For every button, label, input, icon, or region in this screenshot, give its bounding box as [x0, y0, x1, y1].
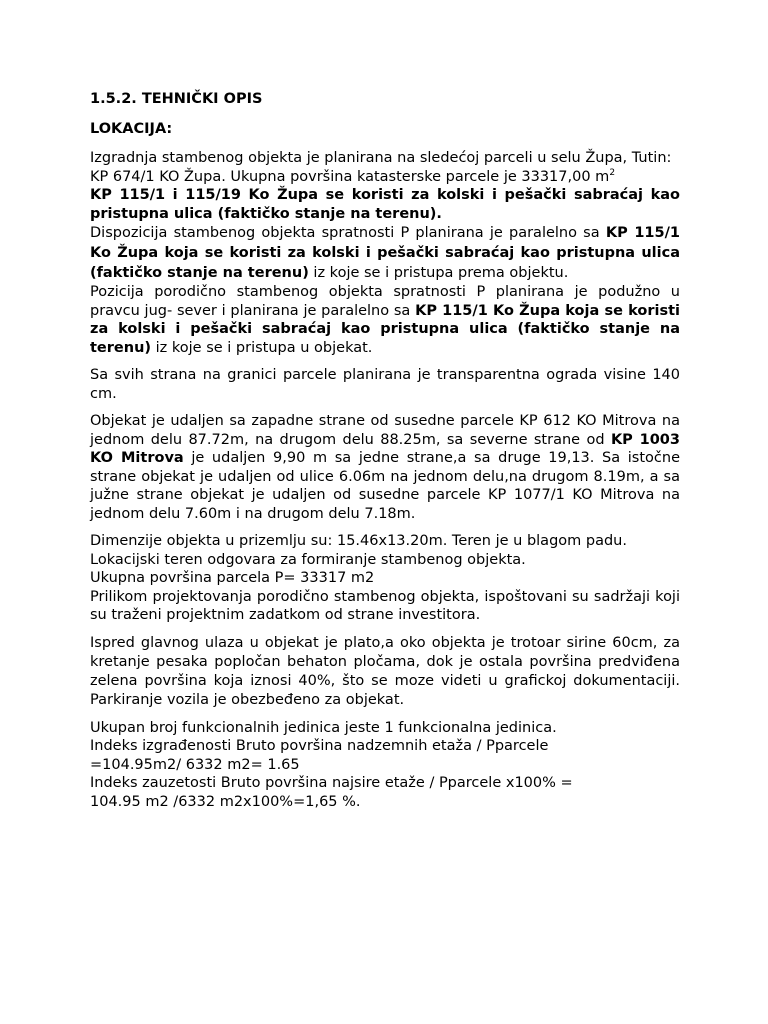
paragraph-position: Pozicija porodično stambenog objekta spratnosti P planirana je podužno u pravcu jug- sever i planirana je paralelno sa KP 115/1 Ko Župa koja se koristi za kolski i pešački sabraćaj kao pristupna ulica (faktičko stanje na terenu) iz koje se i pristupa u objekat. [90, 284, 680, 356]
paragraph-indices [90, 719, 680, 812]
location-subheading: LOKACIJA: [90, 120, 173, 137]
paragraph-distances: Objekat je udaljen sa zapadne strane od susedne parcele KP 612 KO Mitrova na jednom delu 87.72m, na drugom delu 88.25m, sa severne strane od KP 1003 KO Mitrova je udaljen 9,90 m sa jedne strane,a sa druge 19,13. Sa istočne strane objekat je udaljen od ulice 6.06m na jednom delu,na drugom 8.19m, a sa južne strane objekat je udaljen od susedne parcele KP 1077/1 KO Mitrova na jednom delu 7.60m i na drugom delu 7.18m. [90, 413, 680, 522]
section-heading: 1.5.2. TEHNIČKI OPIS [90, 91, 263, 107]
dimensions-line: Ukupna površina parcela P= 33317 m2 [90, 570, 375, 586]
document-page [90, 90, 680, 811]
paragraph-parcel-area: KP 674/1 KO Župa. Ukupna površina katasterske parcele je 33317,00 $m^2$ [90, 167, 616, 185]
paragraph-disposition: Dispozicija stambenog objekta spratnosti P planirana je paralelno sa KP 115/1 Ko Župa koja se koristi za kolski i pešački sabraćaj kao pristupna ulica (faktičko stanje na terenu) iz koje se i pristupa prema objektu. [90, 225, 680, 281]
indices-line: Indeks zauzetosti Bruto površina najsire etaže / Pparcele x100% = [90, 775, 573, 791]
dimensions-line: Dimenzije objekta u prizemlju su: 15.46x13.20m. Teren je u blagom padu. [90, 533, 627, 549]
paragraph-location-intro: Izgradnja stambenog objekta je planirana na sledećoj parceli u selu Župa, Tutin: [90, 150, 672, 166]
paragraph-entrance: Ispred glavnog ulaza u objekat je plato,a oko objekta je trotoar sirine 60cm, za kretanje pesaka popločan behaton pločama, dok je ostala površina predviđena zelena površina koja iznosi 40%, što se moze videti u grafickoj dokumentaciji. Parkiranje vozila je obezbeđeno za objekat. [90, 634, 680, 708]
indices-line: =104.95m2/ 6332 m2= 1.65 [90, 756, 300, 773]
dimensions-line: Lokacijski teren odgovara za formiranje stambenog objekta. [90, 551, 526, 568]
indices-line: 104.95 m2 /6332 m2x100%=1,65 %. [90, 793, 361, 810]
paragraph-access-road: KP 115/1 i 115/19 Ko Župa se koristi za kolski i pešački sabraćaj kao pristupna ulica (faktičko stanje na terenu). [90, 187, 680, 222]
paragraph-fence: Sa svih strana na granici parcele planirana je transparentna ograda visine 140 cm. [90, 367, 680, 402]
indices-line: Indeks izgrađenosti Bruto površina nadzemnih etaža / Pparcele [90, 738, 549, 754]
paragraph-dimensions [90, 532, 680, 625]
superscript-two: 2 [609, 167, 616, 178]
indices-line: Ukupan broj funkcionalnih jedinica jeste 1 funkcionalna jedinica. [90, 719, 557, 736]
dimensions-line: Prilikom projektovanja porodično stambenog objekta, ispoštovani su sadržaji koji su traženi projektnim zadatkom od strane investitora. [90, 588, 680, 623]
